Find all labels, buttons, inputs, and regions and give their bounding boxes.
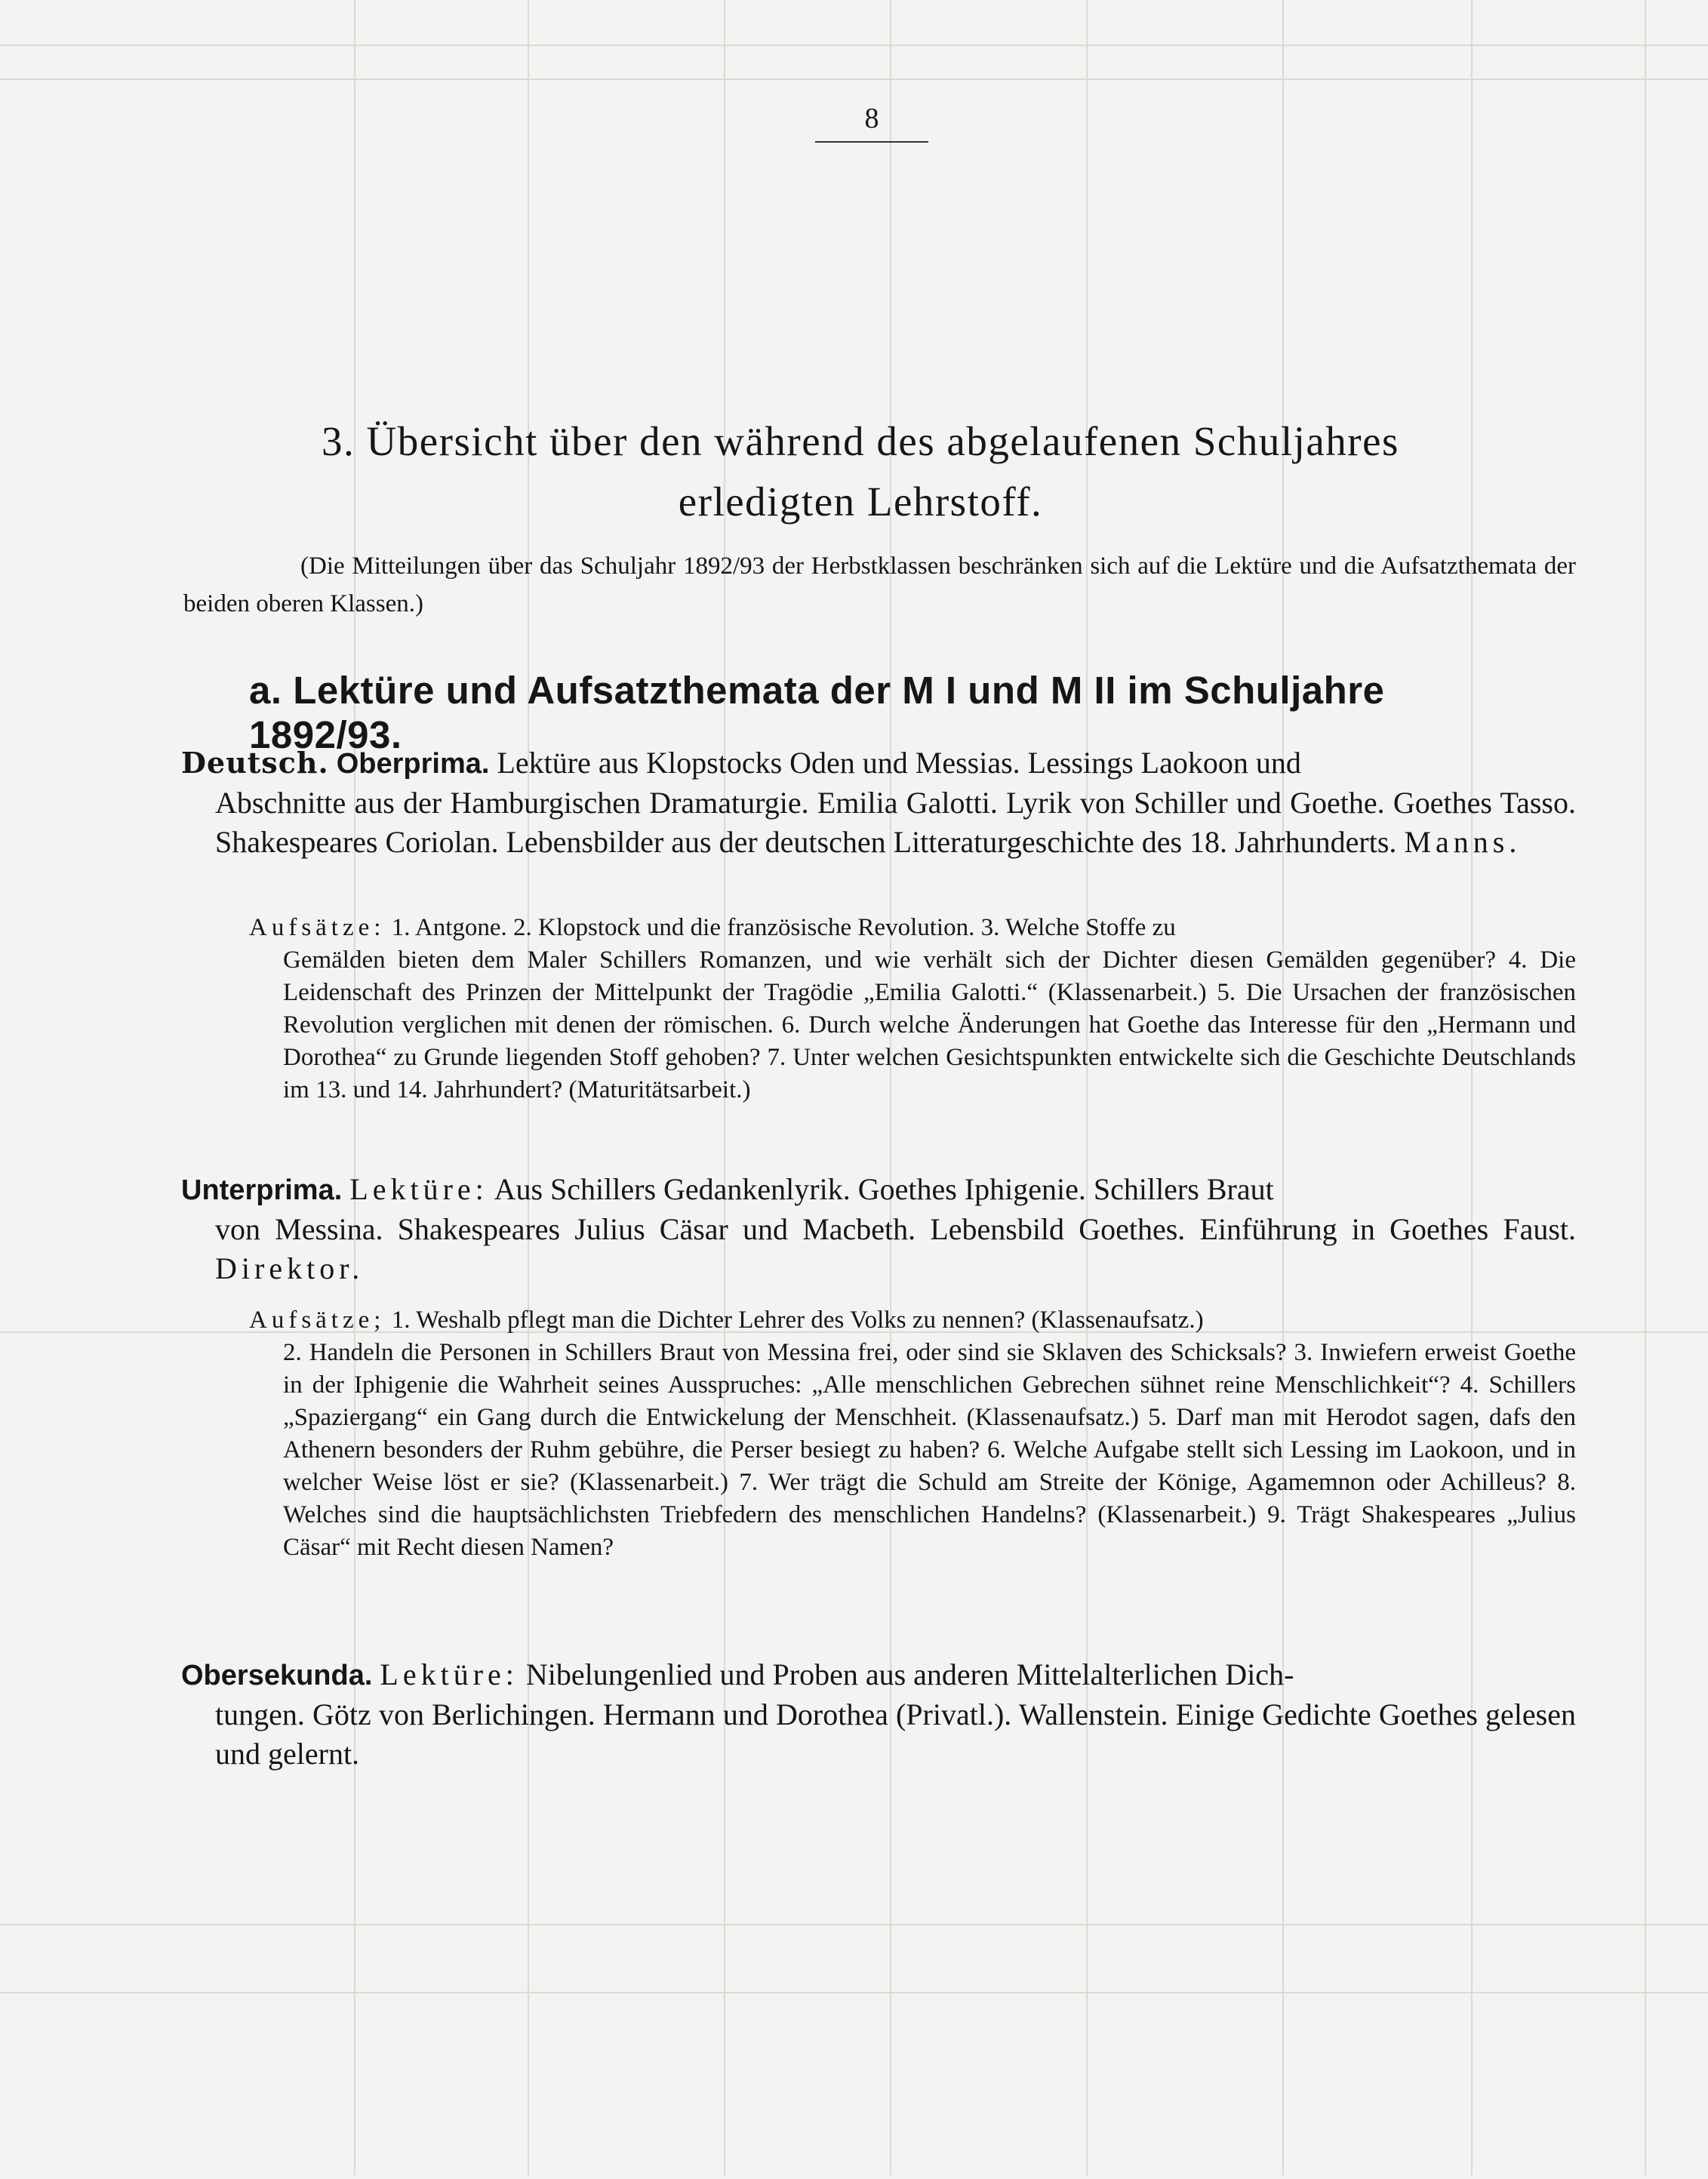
oberprima-teacher: Manns. xyxy=(1404,825,1522,859)
unterprima-reading-label: Lektüre: xyxy=(349,1172,488,1206)
oberprima-reading-line1: Lektüre aus Klopstocks Oden und Messias. Lessings Laokoon und xyxy=(497,746,1301,780)
intro-note: (Die Mitteilungen über das Schuljahr 1892/93 der Herbstklassen beschränken sich auf die Lektüre und die Aufsatzthemata der beiden oberen Klassen.) xyxy=(183,552,1576,617)
oberprima-essays-rest: Gemälden bieten dem Maler Schillers Romanzen, und wie verhält sich der Dichter diesen Gemälden gegenüber? 4. Die Leidenschaft des Prinzen der Mittelpunkt der Tragödie „Emilia Galotti.“ (Klassenarbeit.) 5. Die Ursachen der französischen Revolution verglichen mit denen der römischen. 6. Durch welche Änderungen hat Goethe das Interesse für den „Hermann und Dorothea“ zu Grunde liegenden Stoff gehoben? 7. Unter welchen Gesichtspunkten entwickelte sich die Geschichte Deutschlands im 13. und 14. Jahrhundert? (Maturitätsarbeit.) xyxy=(283,946,1576,1103)
unterprima-essays xyxy=(249,1304,1576,1564)
obersekunda-reading-rest: tungen. Götz von Berlichingen. Hermann und Dorothea (Privatl.). Wallenstein. Einige Gedichte Goethes gelesen und gelernt. xyxy=(215,1697,1576,1771)
section-title-line-2: erledigten Lehrstoff. xyxy=(678,479,1043,525)
subject-label: Deutsch. xyxy=(181,746,329,780)
obersekunda-paragraph xyxy=(181,1655,1576,1774)
oberprima-essays-label: Aufsätze: xyxy=(249,914,386,941)
unterprima-paragraph xyxy=(181,1170,1576,1288)
unterprima-essays-label: Aufsätze; xyxy=(249,1306,386,1334)
oberprima-reading-rest: Abschnitte aus der Hamburgischen Dramaturgie. Emilia Galotti. Lyrik von Schiller und Goethe. Goethes Tasso. Shakespeares Coriolan. Lebensbilder aus der deutschen Litteraturgeschichte des 18. Jahrhunderts. xyxy=(215,786,1576,859)
obersekunda-reading-label: Lektüre: xyxy=(380,1657,519,1691)
unterprima-essays-line1: 1. Weshalb pflegt man die Dichter Lehrer des Volks zu nennen? (Klassenaufsatz.) xyxy=(391,1306,1204,1334)
class-label-obersekunda: Obersekunda. xyxy=(181,1660,373,1691)
class-label-unterprima: Unterprima. xyxy=(181,1174,343,1206)
section-title-line-1: 3. Übersicht über den während des abgelaufenen Schuljahres xyxy=(322,418,1399,464)
oberprima-essays xyxy=(249,912,1576,1106)
obersekunda-reading-line1: Nibelungenlied und Proben aus anderen Mittelalterlichen Dich- xyxy=(525,1657,1294,1691)
oberprima-reading-cont xyxy=(181,783,1576,862)
page-number: 8 xyxy=(815,102,928,143)
unterprima-reading-line1: Aus Schillers Gedankenlyrik. Goethes Iphigenie. Schillers Braut xyxy=(494,1172,1274,1206)
class-label-oberprima: Oberprima. xyxy=(336,748,490,780)
subsection-heading: a. Lektüre und Aufsatzthemata der M I und M II im Schuljahre 1892/93. xyxy=(249,669,1385,756)
unterprima-reading-rest: von Messina. Shakespeares Julius Cäsar und Macbeth. Lebensbild Goethes. Einführung in Goethes Faust. xyxy=(215,1212,1576,1246)
unterprima-reading-cont xyxy=(181,1210,1576,1288)
oberprima-essays-line1: 1. Antgone. 2. Klopstock und die französische Revolution. 3. Welche Stoffe zu xyxy=(391,914,1176,941)
section-title xyxy=(181,411,1540,532)
unterprima-essays-rest: 2. Handeln die Personen in Schillers Braut von Messina frei, oder sind sie Sklaven des Schicksals? 3. Inwiefern erweist Goethe in der Iphigenie die Wahrheit seines Ausspruches: „Alle menschlichen Gebrechen sühnet reine Menschlichkeit“? 4. Schillers „Spaziergang“ ein Gang durch die Entwickelung der Menschheit. (Klassenaufsatz.) 5. Darf man mit Herodot sagen, dafs den Athenern besonders der Ruhm gebühre, die Perser besiegt zu haben? 6. Welche Aufgabe stellt sich Lessing im Laokoon, und in welcher Weise löst er sie? (Klassenarbeit.) 7. Wer trägt die Schuld am Streite der Könige, Agamemnon oder Achilleus? 8. Welches sind die hauptsächlichsten Triebfedern des menschlichen Handelns? (Klassenarbeit.) 9. Trägt Shakespeares „Julius Cäsar“ mit Recht diesen Namen? xyxy=(283,1339,1576,1561)
oberprima-paragraph xyxy=(181,743,1576,862)
unterprima-teacher: Direktor. xyxy=(215,1251,365,1285)
